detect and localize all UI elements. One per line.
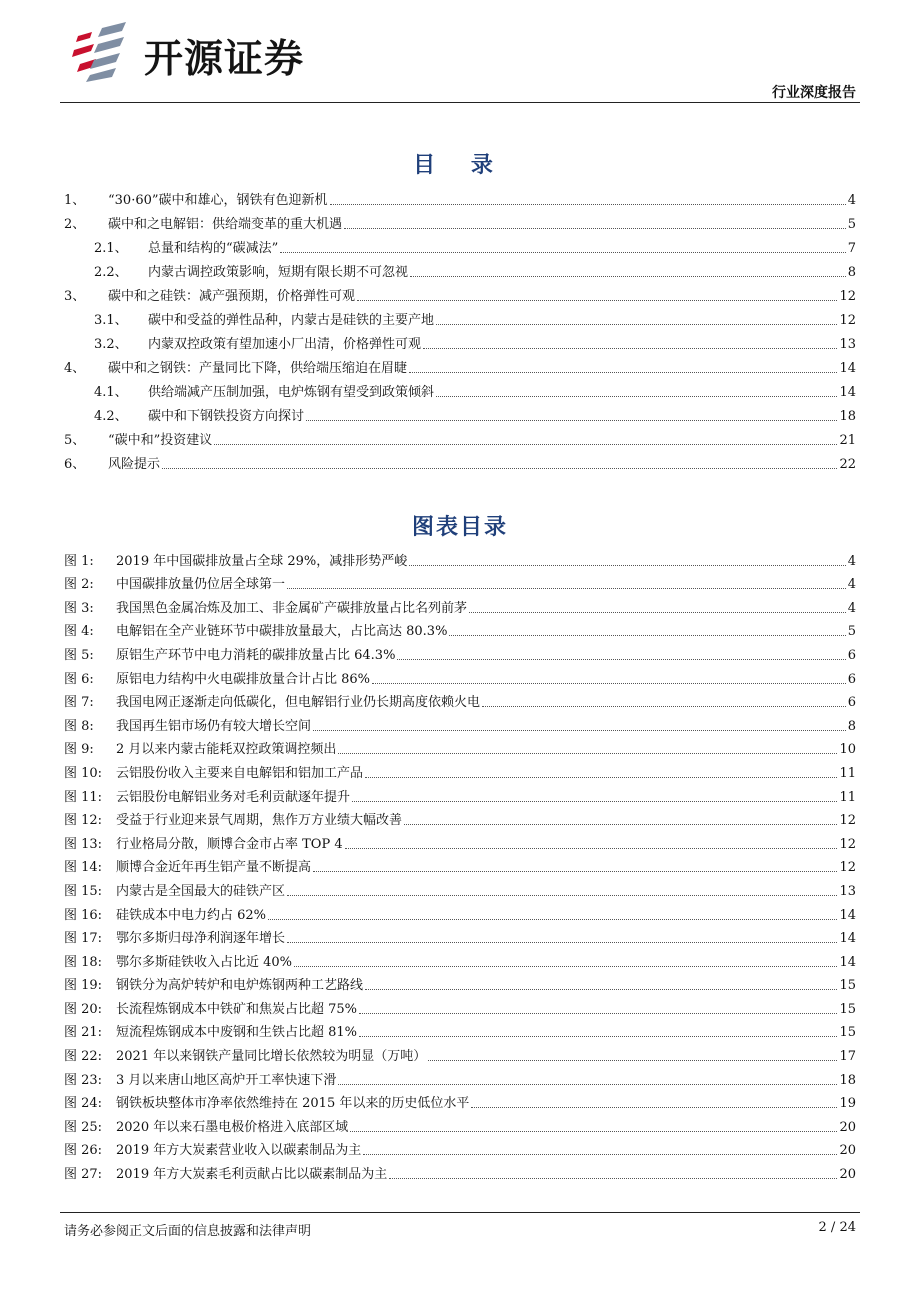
figure-entry[interactable] (64, 593, 856, 617)
leader-dots (471, 1107, 837, 1108)
entry-title: 2019 年方大炭素毛利贡献占比以碳素制品为主 (116, 1167, 388, 1183)
entry-number: 3.2、 (94, 337, 128, 352)
entry-title: 我国电网正逐渐走向低碳化，但电解铝行业仍长期高度依赖火电 (116, 695, 481, 711)
entry-page: 5 (847, 624, 856, 640)
figure-entry[interactable] (64, 640, 856, 664)
entry-number: 图 20: (64, 1001, 103, 1017)
entry-number: 图 9: (64, 742, 94, 758)
entry-number: 图 12: (64, 813, 103, 829)
entry-title: 受益于行业迎来景气周期，焦作万方业绩大幅改善 (116, 813, 403, 829)
entry-page: 12 (839, 313, 856, 328)
figure-entry[interactable] (64, 617, 856, 641)
entry-number: 图 3: (64, 600, 94, 616)
leader-dots (287, 942, 837, 943)
leader-dots (469, 612, 846, 613)
footer-disclaimer: 请务必参阅正文后面的信息披露和法律声明 (64, 1224, 312, 1239)
entry-page: 11 (839, 765, 856, 781)
toc-entry[interactable] (64, 305, 856, 329)
logo-mark-icon (72, 22, 138, 82)
entry-title: 碳中和之电解铝：供给端变革的重大机遇 (108, 217, 343, 232)
entry-number: 图 10: (64, 765, 103, 781)
entry-page: 12 (839, 836, 856, 852)
entry-number: 图 27: (64, 1167, 103, 1183)
entry-page: 6 (847, 671, 856, 687)
figure-entry[interactable] (64, 947, 856, 971)
leader-dots (359, 1036, 837, 1037)
entry-page: 17 (839, 1049, 856, 1065)
figure-entry[interactable] (64, 806, 856, 830)
entry-title: “碳中和”投资建议 (108, 433, 213, 448)
entry-number: 3.1、 (94, 313, 128, 328)
leader-dots (363, 1154, 837, 1155)
entry-page: 15 (839, 978, 856, 994)
entry-number: 图 23: (64, 1072, 103, 1088)
entry-title: 钢铁板块整体市净率依然维持在 2015 年以来的历史低位水平 (116, 1096, 470, 1112)
figure-entry[interactable] (64, 546, 856, 570)
entry-page: 18 (839, 1072, 856, 1088)
entry-page: 14 (839, 907, 856, 923)
entry-page: 7 (847, 241, 856, 256)
toc-entry[interactable] (64, 401, 856, 425)
entry-page: 14 (839, 385, 856, 400)
entry-page: 8 (847, 265, 856, 280)
figure-entry[interactable] (64, 853, 856, 877)
entry-page: 4 (847, 553, 856, 569)
toc-title: 目 录 (413, 153, 507, 178)
toc-entry[interactable] (64, 377, 856, 401)
entry-title: 2019 年方大炭素营业收入以碳素制品为主 (116, 1143, 362, 1159)
leader-dots (344, 228, 846, 229)
entry-page: 19 (839, 1096, 856, 1112)
entry-page: 6 (847, 647, 856, 663)
entry-title: 我国再生铝市场仍有较大增长空间 (116, 718, 312, 734)
page-indicator: 2 / 24 (818, 1220, 856, 1235)
entry-number: 图 13: (64, 836, 103, 852)
entry-page: 4 (847, 600, 856, 616)
report-type-label: 行业深度报告 (772, 85, 856, 101)
entry-page: 14 (839, 931, 856, 947)
entry-number: 5、 (64, 433, 86, 448)
figure-entry[interactable] (64, 994, 856, 1018)
entry-title: 内蒙双控政策有望加速小厂出清，价格弹性可观 (148, 337, 422, 352)
entry-number: 3、 (64, 289, 86, 304)
entry-page: 14 (839, 361, 856, 376)
leader-dots (352, 801, 837, 802)
entry-page: 5 (847, 217, 856, 232)
entry-title: 碳中和受益的弹性品种，内蒙古是硅铁的主要产地 (148, 313, 435, 328)
entry-page: 4 (847, 193, 856, 208)
entry-title: 风险提示 (108, 457, 161, 472)
figure-entry[interactable] (64, 1112, 856, 1136)
entry-page: 13 (839, 337, 856, 352)
figure-entry[interactable] (64, 1065, 856, 1089)
entry-title: 2019 年中国碳排放量占全球 29%，减排形势严峻 (116, 553, 408, 569)
entry-page: 20 (839, 1119, 856, 1135)
toc-entry[interactable] (64, 233, 856, 257)
figure-entry[interactable] (64, 829, 856, 853)
entry-number: 图 19: (64, 978, 103, 994)
entry-title: 供给端减产压制加强，电炉炼钢有望受到政策倾斜 (148, 385, 435, 400)
leader-dots (359, 1013, 837, 1014)
entry-number: 图 6: (64, 671, 94, 687)
figure-entry[interactable] (64, 1136, 856, 1160)
entry-title: 碳中和之钢铁：产量同比下降，供给端压缩迫在眉睫 (108, 361, 408, 376)
figure-entry[interactable] (64, 971, 856, 995)
entry-page: 4 (847, 577, 856, 593)
leader-dots (409, 565, 845, 566)
entry-number: 图 4: (64, 624, 94, 640)
toc-entry[interactable] (64, 329, 856, 353)
entry-number: 2.1、 (94, 241, 128, 256)
leader-dots (345, 848, 838, 849)
entry-page: 10 (839, 742, 856, 758)
leader-dots (404, 824, 837, 825)
entry-page: 11 (839, 789, 856, 805)
leader-dots (287, 895, 837, 896)
entry-title: “30·60”碳中和雄心，钢铁有色迎新机 (108, 193, 328, 208)
leader-dots (482, 706, 846, 707)
entry-title: 顺博合金近年再生铝产量不断提高 (116, 860, 312, 876)
entry-title: 3 月以来唐山地区高炉开工率快速下滑 (116, 1072, 337, 1088)
entry-page: 13 (839, 883, 856, 899)
entry-number: 图 7: (64, 695, 94, 711)
footer-divider (60, 1212, 860, 1213)
leader-dots (410, 276, 846, 277)
leader-dots (350, 1131, 837, 1132)
entry-number: 图 11: (64, 789, 103, 805)
entry-number: 图 2: (64, 577, 94, 593)
toc-entry[interactable] (64, 353, 856, 377)
figure-entry[interactable] (64, 758, 856, 782)
figure-entry[interactable] (64, 1159, 856, 1183)
leader-dots (372, 683, 846, 684)
entry-page: 20 (839, 1143, 856, 1159)
leader-dots (214, 444, 837, 445)
entry-title: 中国碳排放量仍位居全球第一 (116, 577, 286, 593)
leader-dots (306, 420, 837, 421)
figure-entry[interactable] (64, 688, 856, 712)
entry-page: 12 (839, 860, 856, 876)
page-header (0, 0, 920, 110)
entry-page: 8 (847, 718, 856, 734)
entry-title: 碳中和下钢铁投资方向探讨 (148, 409, 305, 424)
leader-dots (428, 1060, 837, 1061)
leader-dots (338, 1084, 837, 1085)
figure-entry[interactable] (64, 570, 856, 594)
entry-title: 总量和结构的“碳减法” (148, 241, 279, 256)
toc-entry[interactable] (64, 185, 856, 209)
toc-entry[interactable] (64, 449, 856, 473)
entry-page: 12 (839, 813, 856, 829)
entry-title: 内蒙古调控政策影响，短期有限长期不可忽视 (148, 265, 409, 280)
leader-dots (423, 348, 837, 349)
figure-entry[interactable] (64, 735, 856, 759)
entry-number: 4.2、 (94, 409, 128, 424)
entry-number: 2、 (64, 217, 86, 232)
entry-page: 15 (839, 1001, 856, 1017)
figure-entry[interactable] (64, 876, 856, 900)
leader-dots (313, 730, 846, 731)
entry-title: 短流程炼钢成本中废钢和生铁占比超 81% (116, 1025, 358, 1041)
entry-page: 12 (839, 289, 856, 304)
leader-dots (287, 588, 846, 589)
figure-entry[interactable] (64, 664, 856, 688)
entry-number: 4、 (64, 361, 86, 376)
leader-dots (449, 635, 845, 636)
brand-logo (72, 22, 372, 86)
entry-number: 图 22: (64, 1049, 103, 1065)
entry-title: 钢铁分为高炉转炉和电炉炼钢两种工艺路线 (116, 978, 364, 994)
entry-title: 内蒙古是全国最大的硅铁产区 (116, 883, 286, 899)
entry-page: 18 (839, 409, 856, 424)
leader-dots (338, 753, 837, 754)
entry-number: 1、 (64, 193, 86, 208)
leader-dots (357, 300, 837, 301)
toc-entry[interactable] (64, 281, 856, 305)
entry-page: 22 (839, 457, 856, 472)
entry-title: 原铝生产环节中电力消耗的碳排放量占比 64.3% (116, 647, 396, 663)
entry-number: 图 18: (64, 954, 103, 970)
leader-dots (397, 659, 845, 660)
entry-title: 碳中和之硅铁：减产强预期，价格弹性可观 (108, 289, 356, 304)
entry-number: 4.1、 (94, 385, 128, 400)
figure-entry[interactable] (64, 1041, 856, 1065)
leader-dots (409, 372, 837, 373)
entry-title: 电解铝在全产业链环节中碳排放量最大，占比高达 80.3% (116, 624, 448, 640)
leader-dots (436, 396, 837, 397)
entry-page: 14 (839, 954, 856, 970)
leader-dots (389, 1178, 837, 1179)
figure-entry[interactable] (64, 924, 856, 948)
entry-title: 鄂尔多斯硅铁收入占比近 40% (116, 954, 293, 970)
entry-title: 行业格局分散，顺博合金市占率 TOP 4 (116, 836, 343, 852)
entry-number: 图 15: (64, 883, 103, 899)
entry-number: 图 16: (64, 907, 103, 923)
entry-title: 2021 年以来钢铁产量同比增长依然较为明显（万吨） (116, 1049, 427, 1065)
leader-dots (268, 919, 837, 920)
figure-list-title: 图表目录 (411, 515, 508, 540)
toc-entry[interactable] (64, 209, 856, 233)
figure-entry[interactable] (64, 900, 856, 924)
entry-page: 21 (839, 433, 856, 448)
header-divider (60, 102, 860, 103)
figure-entry[interactable] (64, 1018, 856, 1042)
leader-dots (365, 777, 837, 778)
leader-dots (313, 871, 837, 872)
leader-dots (294, 966, 837, 967)
entry-title: 鄂尔多斯归母净利润逐年增长 (116, 931, 286, 947)
entry-number: 图 25: (64, 1119, 103, 1135)
toc-entry[interactable] (64, 425, 856, 449)
leader-dots (330, 204, 846, 205)
brand-name: 开源证券 (144, 37, 305, 82)
entry-title: 原铝电力结构中火电碳排放量合计占比 86% (116, 671, 371, 687)
entry-title: 我国黑色金属冶炼及加工、非金属矿产碳排放量占比名列前茅 (116, 600, 468, 616)
figure-entry[interactable] (64, 782, 856, 806)
entry-number: 图 1: (64, 553, 94, 569)
figure-list (64, 546, 856, 1183)
entry-title: 2 月以来内蒙古能耗双控政策调控频出 (116, 742, 337, 758)
figure-entry[interactable] (64, 1089, 856, 1113)
leader-dots (365, 989, 837, 990)
table-of-contents (64, 185, 856, 473)
entry-number: 图 5: (64, 647, 94, 663)
entry-title: 云铝股份电解铝业务对毛利贡献逐年提升 (116, 789, 351, 805)
entry-title: 2020 年以来石墨电极价格进入底部区域 (116, 1119, 349, 1135)
leader-dots (436, 324, 837, 325)
entry-number: 2.2、 (94, 265, 128, 280)
entry-number: 图 8: (64, 718, 94, 734)
leader-dots (280, 252, 845, 253)
toc-entry[interactable] (64, 257, 856, 281)
leader-dots (162, 468, 837, 469)
entry-page: 20 (839, 1167, 856, 1183)
entry-number: 图 17: (64, 931, 103, 947)
entry-title: 硅铁成本中电力约占 62% (116, 907, 267, 923)
entry-number: 图 24: (64, 1096, 103, 1112)
entry-page: 6 (847, 695, 856, 711)
entry-title: 长流程炼钢成本中铁矿和焦炭占比超 75% (116, 1001, 358, 1017)
entry-title: 云铝股份收入主要来自电解铝和铝加工产品 (116, 765, 364, 781)
entry-page: 15 (839, 1025, 856, 1041)
entry-number: 图 14: (64, 860, 103, 876)
entry-number: 图 26: (64, 1143, 103, 1159)
entry-number: 6、 (64, 457, 86, 472)
figure-entry[interactable] (64, 711, 856, 735)
entry-number: 图 21: (64, 1025, 103, 1041)
